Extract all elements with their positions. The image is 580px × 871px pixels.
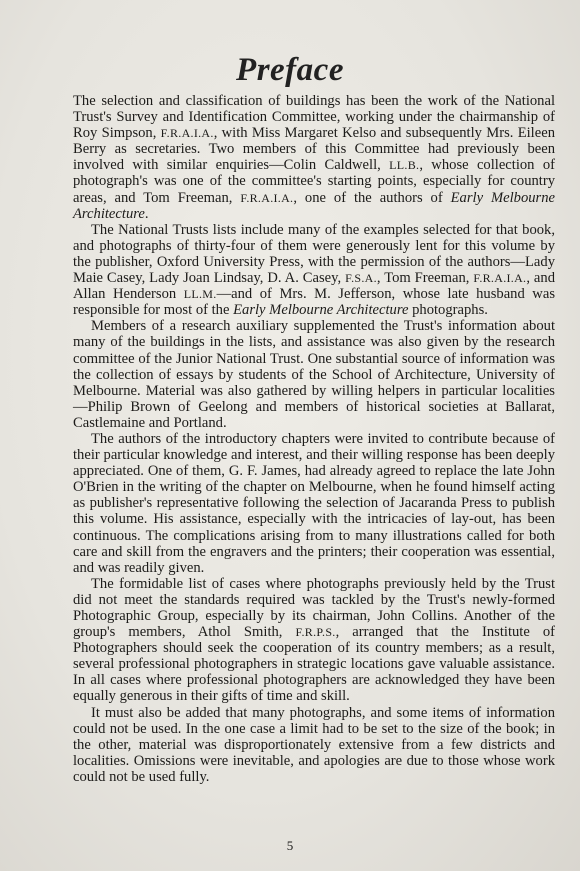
credential-abbreviation: F.R.P.S. [295,625,336,640]
paragraph [73,318,555,431]
credential-abbreviation: F.S.A. [345,271,377,286]
text-run: The National Trusts lists include many of the examples selected for that book, and photographs of thirty-four of them were generously lent for this volume by the publisher, Oxford University Press, with the permission of the authors—Lady Maie Casey, Lady Joan Lindsay, D. A. Casey, [73,221,555,287]
credential-abbreviation: F.R.A.I.A. [473,271,527,286]
text-run: The authors of the introductory chapters were invited to contribute because of their particular knowledge and interest, and their willing response has been deeply appreciated. One of them, G. F. James, had already agreed to replace the late John O'Brien in the writing of the chapter on Melbourne, when he found himself acting as publisher's representative following the selection of Jacaranda Press to publish this volume. His assistance, especially with the intricacies of lay-out, has been continuous. The complications arising from to many illustrations called for both care and skill from the engravers and the printers; their cooperation was essential, and was readily given. [73,430,555,576]
page-title: Preface [236,52,344,89]
text-run: , and Allan Henderson [73,270,555,303]
preface-body [73,93,555,785]
credential-abbreviation: F.R.A.I.A. [160,126,214,141]
book-title: Early Melbourne Architecture [73,189,555,222]
text-run: Members of a research auxiliary supplemented the Trust's information about many of the buildings in the lists, and assistance was also given by the research committee of the Junior National Trust. One substantial source of information was the collection of essays by students of the School of Architecture, University of Melbourne. Material was also gathered by willing helpers in particular localities—Philip Brown of Geelong and members of historical societies at Ballarat, Castlemaine and Portland. [73,318,555,431]
text-run: The selection and classification of buildings has been the work of the National Trust's Survey and Identification Committee, working under the chairmanship of Roy Simpson, [73,93,555,142]
text-run: , whose collection of photograph's was one of the committee's starting points, especially for country areas, and Tom Freeman, [73,157,555,206]
credential-abbreviation: F.R.A.I.A. [240,190,294,205]
paragraph [73,576,555,705]
text-run: photographs. [408,302,488,319]
text-run: —and of Mrs. M. Jefferson, whose late husband was responsible for most of the [73,286,555,319]
paragraph [73,93,555,222]
book-title: Early Melbourne Architecture [233,302,409,319]
credential-abbreviation: LL.B. [389,158,420,173]
text-run: It must also be added that many photographs, and some items of information could not be used. In the one case a limit had to be set to the size of the book; in the other, material was disproportionately extensive from a few districts and localities. Omissions were inevitable, and apologies are due to those whose work could not be used fully. [73,704,555,785]
paragraph [73,222,555,319]
paragraph [73,705,555,785]
text-run: . [144,205,149,222]
text-run: , one of the authors of [293,189,451,206]
page-number: 5 [286,838,294,853]
paragraph [73,431,555,576]
text-run: The formidable list of cases where photographs previously held by the Trust did not meet the standards required was tackled by the Trust's newly-formed Photographic Group, especially by its chairman, John Collins. Another of the group's members, Athol Smith, [73,575,555,641]
text-run: , with Miss Margaret Kelso and subsequently Mrs. Eileen Berry as secretaries. Two members of this Committee had previously been involved with similar enquiries—Colin Caldwell, [73,125,555,174]
text-run: , arranged that the Institute of Photographers should seek the cooperation of its country members; as a result, several professional photographers in strategic locations gave valuable assistance. In all cases where professional photographers are acknowledged they have been equally generous in their gifts of time and skill. [73,624,555,705]
credential-abbreviation: LL.M. [183,287,217,302]
text-run: , Tom Freeman, [376,270,474,287]
